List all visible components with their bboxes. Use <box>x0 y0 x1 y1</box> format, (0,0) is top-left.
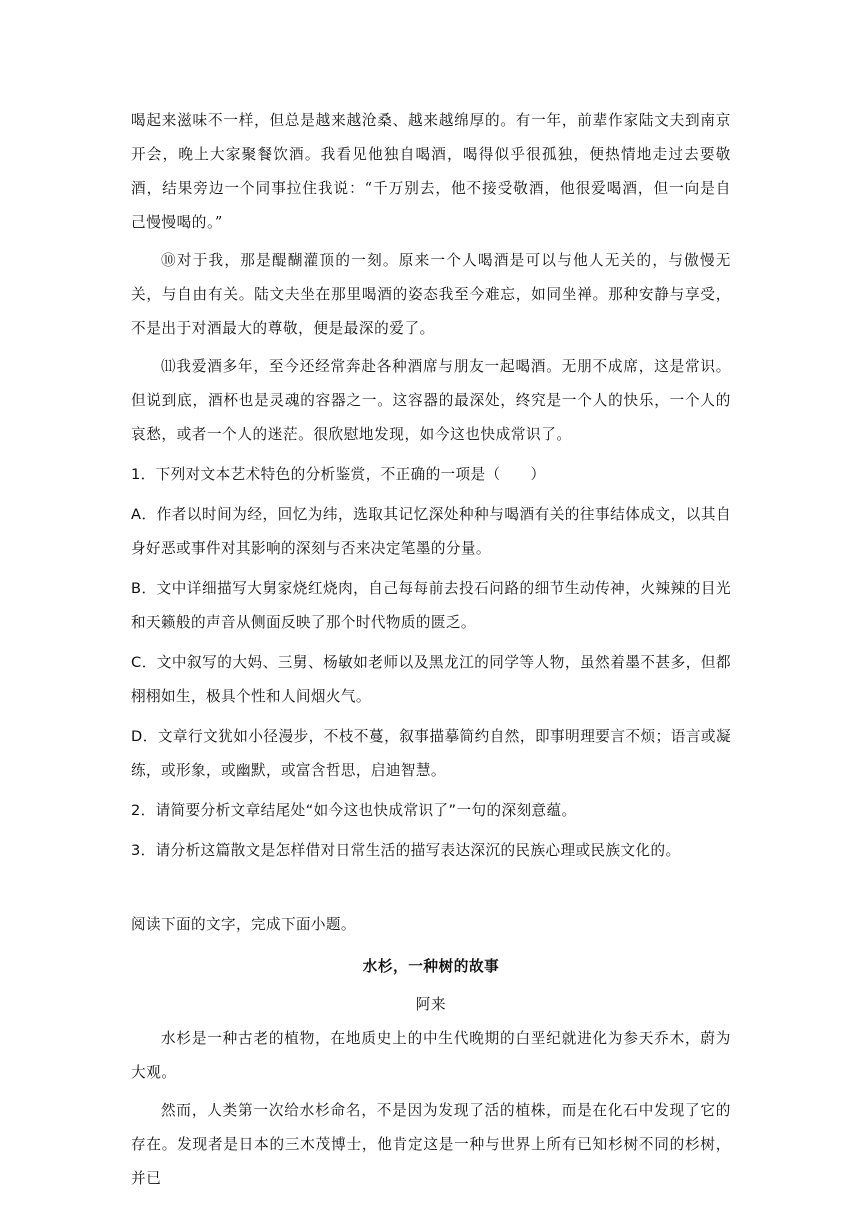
article-paragraph-1: 水杉是一种古老的植物，在地质史上的中生代晚期的白垩纪就进化为参天乔木，蔚为大观。 <box>131 1030 731 1081</box>
article-paragraph-2: 然而，人类第一次给水杉命名，不是因为发现了活的植株，而是在化石中发现了它的存在。发现者是日本的三木茂博士，他肯定这是一种与世界上所有已知杉树不同的杉树，并已 <box>131 1102 731 1187</box>
passage-paragraph-11: ⑾我爱酒多年，至今还经常奔赴各种酒席与朋友一起喝酒。无朋不成席，这是常识。但说到底，酒杯也是灵魂的容器之一。这容器的最深处，终究是一个人的快乐，一个人的哀愁，或者一个人的迷茫。很欣慰地发现，如今这也快成常识了。 <box>131 358 731 443</box>
document-body <box>131 104 731 1196</box>
question-1-option-c: C．文中叙写的大妈、三舅、杨敏如老师以及黑龙江的同学等人物，虽然着墨不甚多，但都栩栩如生，极具个性和人间烟火气。 <box>131 654 731 705</box>
article-title: 水杉，一种树的故事 <box>362 958 500 975</box>
passage-paragraph-10: ⑩对于我，那是醍醐灌顶的一刻。原来一个人喝酒是可以与他人无关的，与傲慢无关，与自由有关。陆文夫坐在那里喝酒的姿态我至今难忘，如同坐禅。那种安静与享受，不是出于对酒最大的尊敬，便是最深的爱了。 <box>131 252 731 337</box>
question-1: 1．下列对文本艺术特色的分析鉴赏，不正确的一项是（ ） <box>131 466 546 483</box>
question-3: 3．请分析这篇散文是怎样借对日常生活的描写表达深沉的民族心理或民族文化的。 <box>131 842 681 859</box>
question-1-option-a: A．作者以时间为经，回忆为纬，选取其记忆深处种种与喝酒有关的往事结体成文，以其自身好恶或事件对其影响的深刻与否来决定笔墨的分量。 <box>131 506 731 557</box>
article-author: 阿来 <box>415 996 447 1013</box>
passage-paragraph-continued: 喝起来滋味不一样，但总是越来越沧桑、越来越绵厚的。有一年，前辈作家陆文夫到南京开会，晚上大家聚餐饮酒。我看见他独自喝酒，喝得似乎很孤独，便热情地走过去要敬酒，结果旁边一个同事拉住我说：“千万别去，他不接受敬酒，他很爱喝酒，但一向是自己慢慢喝的。” <box>131 112 731 231</box>
question-2: 2．请简要分析文章结尾处“如今这也快成常识了”一句的深刻意蕴。 <box>131 802 577 819</box>
question-1-option-b: B．文中详细描写大舅家烧红烧肉，自己每每前去投石问路的细节生动传神，火辣辣的目光和天籁般的声音从侧面反映了那个时代物质的匮乏。 <box>131 580 731 631</box>
reading-instruction: 阅读下面的文字，完成下面小题。 <box>131 916 356 933</box>
question-1-option-d: D．文章行文犹如小径漫步，不枝不蔓，叙事描摹简约自然，即事明理要言不烦；语言或凝练，或形象，或幽默，或富含哲思，启迪智慧。 <box>131 728 731 779</box>
